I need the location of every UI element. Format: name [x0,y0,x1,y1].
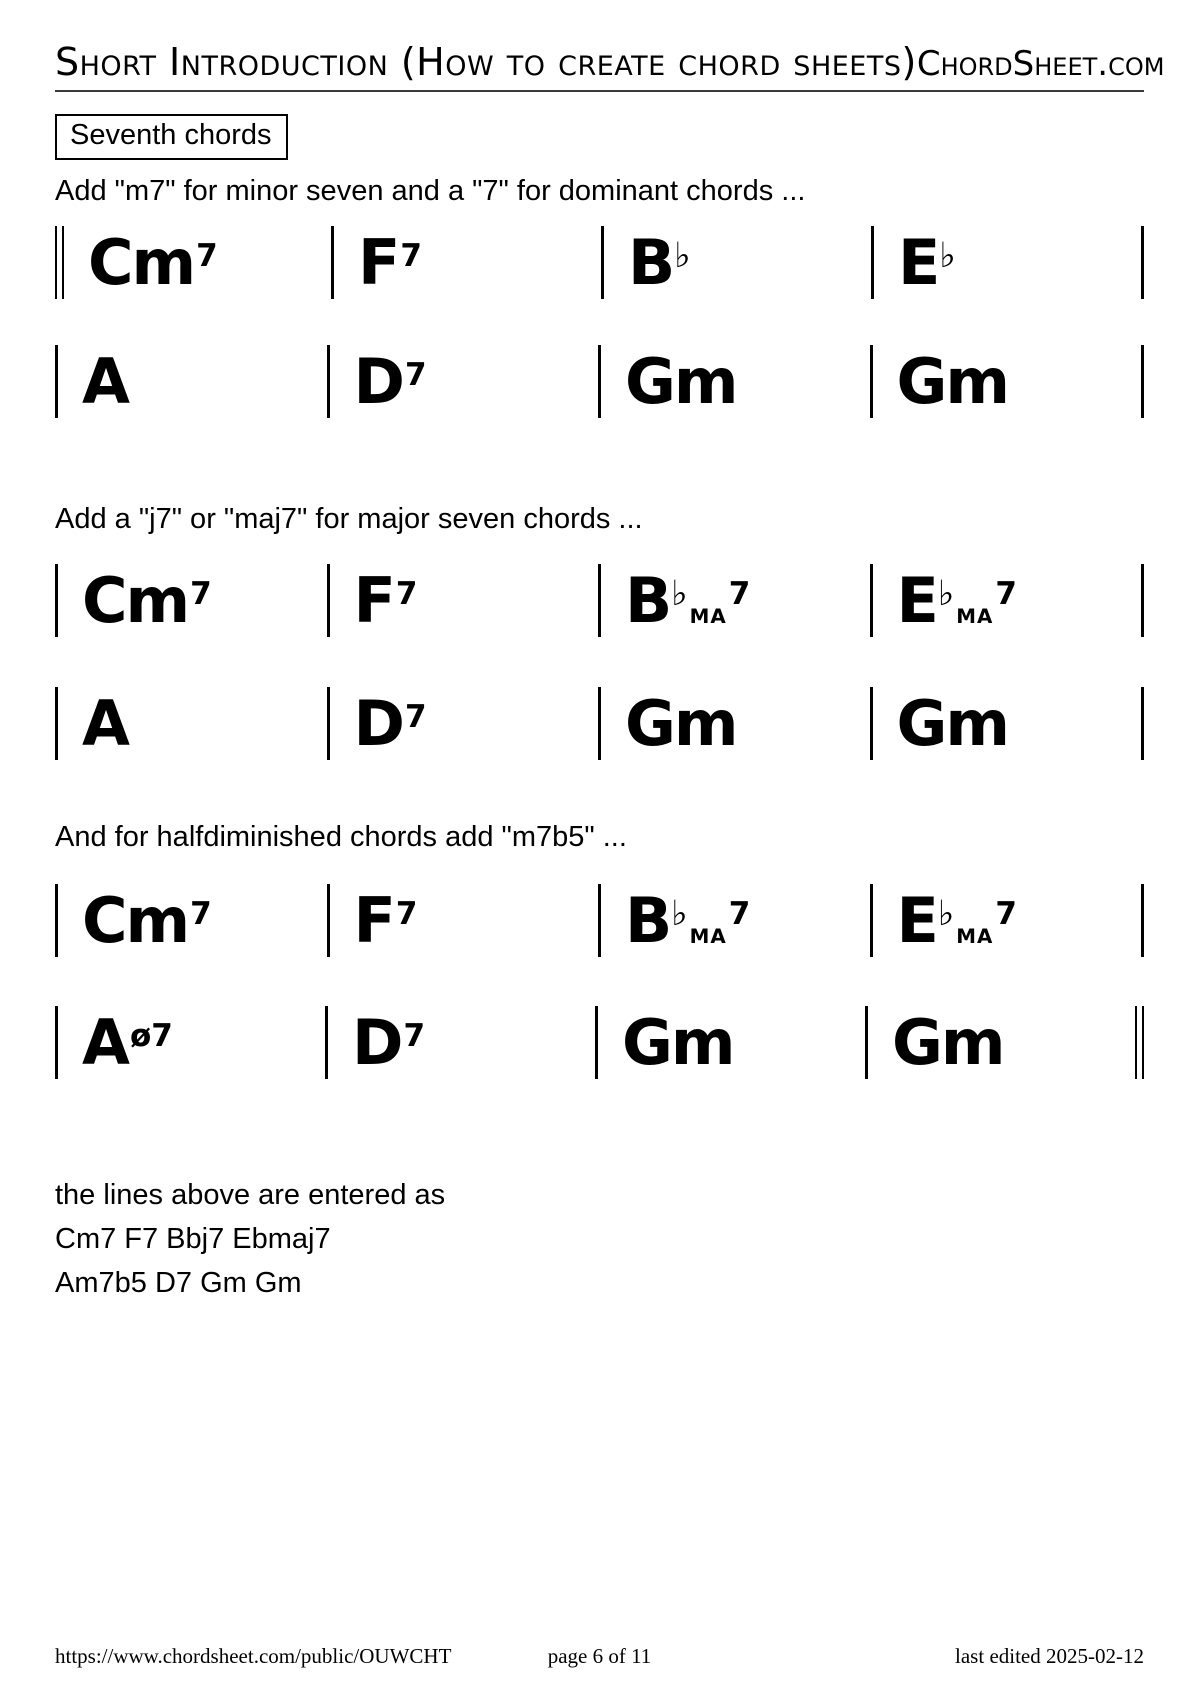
barline [1141,687,1144,760]
chord-segment: MA [689,604,727,628]
barline [1141,226,1144,299]
chord-segment: Gm [622,1005,734,1079]
bar-cell [868,1006,1135,1079]
bar-cell [873,345,1142,418]
bar-cell [58,884,327,957]
chord-segment: 7 [995,575,1017,612]
chord-segment: E [896,883,937,957]
barline [1141,564,1144,637]
chord-segment: MA [689,924,727,948]
chord-segment: MA [956,604,994,628]
chord [896,883,1017,957]
bar-cell [873,687,1142,760]
header [55,40,1165,84]
chord [898,225,956,299]
entered-as-title: the lines above are entered as [55,1179,446,1211]
chord [896,563,1017,637]
entered-as-line: Am7b5 D7 Gm Gm [55,1267,302,1299]
chord [625,344,737,418]
section-intro-minor-seven: Add "m7" for minor seven and a "7" for dominant chords ... [55,175,806,207]
entered-as-block [55,1173,1144,1305]
chord [628,225,691,299]
chord-segment: Gm [896,344,1008,418]
chord-segment: E [898,225,939,299]
chord-segment: F [353,563,394,637]
chord [353,686,427,760]
chord-segment: ♭ [937,573,955,614]
header-rule [55,90,1144,92]
bar-cell [601,884,870,957]
chord-row [55,564,1144,637]
chord [352,1005,426,1079]
chord-segment: ♭ [939,235,956,276]
bar-cell [601,345,870,418]
chord [82,344,128,418]
chord [625,563,751,637]
footer-last-edited: last edited 2025-02-12 [955,1644,1144,1668]
chord-segment: 7 [395,575,418,612]
bar-cell [330,884,599,957]
chord-segment: B [628,225,674,299]
chord-segment: 7 [404,698,427,735]
chord-segment: 7 [190,895,212,932]
bar-cell [330,345,599,418]
bar-cell [58,1006,325,1079]
chord-row [55,226,1144,299]
section-intro-halfdiminished: And for halfdiminished chords add "m7b5" ... [55,821,627,853]
chord-segment: Cm [82,883,189,957]
double-barline [1135,1006,1144,1079]
chord-segment: ♭ [671,893,688,934]
chord [622,1005,734,1079]
bar-cell [334,226,601,299]
chord-segment: Gm [896,686,1008,760]
brand-name: ChordSheet.com [916,44,1165,84]
chord-segment: Cm [82,563,189,637]
chord-segment: A [82,686,128,760]
chord [625,686,737,760]
bar-cell [330,687,599,760]
chord-segment: D [353,686,403,760]
chord-row [55,884,1144,957]
bar-cell [58,687,327,760]
bar-cell [598,1006,865,1079]
bar-cell [873,564,1142,637]
bar-cell [604,226,871,299]
chord-segment: Gm [625,686,737,760]
chord [82,563,212,637]
section-label-box: Seventh chords [55,114,288,160]
chord-segment: B [625,883,671,957]
chord-segment: D [352,1005,402,1079]
footer [55,1644,1144,1669]
bar-cell [874,226,1141,299]
double-barline [55,226,64,299]
bar-cell [58,564,327,637]
chord-segment: B [625,563,671,637]
chord-segment: 7 [403,1017,426,1054]
chord-segment: 7 [400,237,422,274]
chord-segment: MA [956,924,994,948]
footer-page-number: page 6 of 11 [547,1644,652,1668]
chord [353,883,418,957]
chord-segment: 7 [190,575,212,612]
chord [896,344,1009,418]
chord-segment: F [358,225,399,299]
chord-row [55,345,1144,418]
chord-segment: 7 [404,356,427,393]
chord-segment: E [896,563,937,637]
page-title: Short Introduction (How to create chord sheets) [55,40,917,84]
bar-cell [58,345,327,418]
chord [892,1005,1004,1079]
bar-cell [873,884,1142,957]
chord [82,883,212,957]
bar-cell [601,687,870,760]
chord-segment: Gm [625,344,737,418]
chord [88,225,218,299]
chord-segment: ♭ [671,573,688,614]
chord-segment: A [82,1005,128,1079]
chord [353,563,418,637]
chord [358,225,422,299]
bar-cell [330,564,599,637]
chord-segment: 7 [728,575,751,612]
bar-cell [328,1006,595,1079]
chord [82,686,128,760]
chord-row [55,1006,1144,1079]
chord-segment: 7 [395,895,418,932]
barline [1141,884,1144,957]
footer-url: https://www.chordsheet.com/public/OUWCHT [55,1644,452,1668]
chord-segment: ø7 [129,1017,173,1054]
bar-cell [64,226,331,299]
chord [625,883,751,957]
chord-segment: 7 [995,895,1017,932]
chord [896,686,1009,760]
chord [82,1005,173,1079]
bar-cell [601,564,870,637]
chord-segment: ♭ [674,235,691,276]
chord-segment: F [353,883,394,957]
chord-segment: ♭ [937,893,955,934]
chord-segment: A [82,344,128,418]
chord-segment: 7 [196,237,218,274]
chord-segment: 7 [728,895,751,932]
barline [1141,345,1144,418]
chord [353,344,427,418]
chord-segment: Gm [892,1005,1004,1079]
entered-as-line: Cm7 F7 Bbj7 Ebmaj7 [55,1223,331,1255]
chord-segment: D [353,344,403,418]
chord-segment: Cm [88,225,195,299]
section-intro-major-seven: Add a "j7" or "maj7" for major seven chords ... [55,503,643,535]
chord-row [55,687,1144,760]
